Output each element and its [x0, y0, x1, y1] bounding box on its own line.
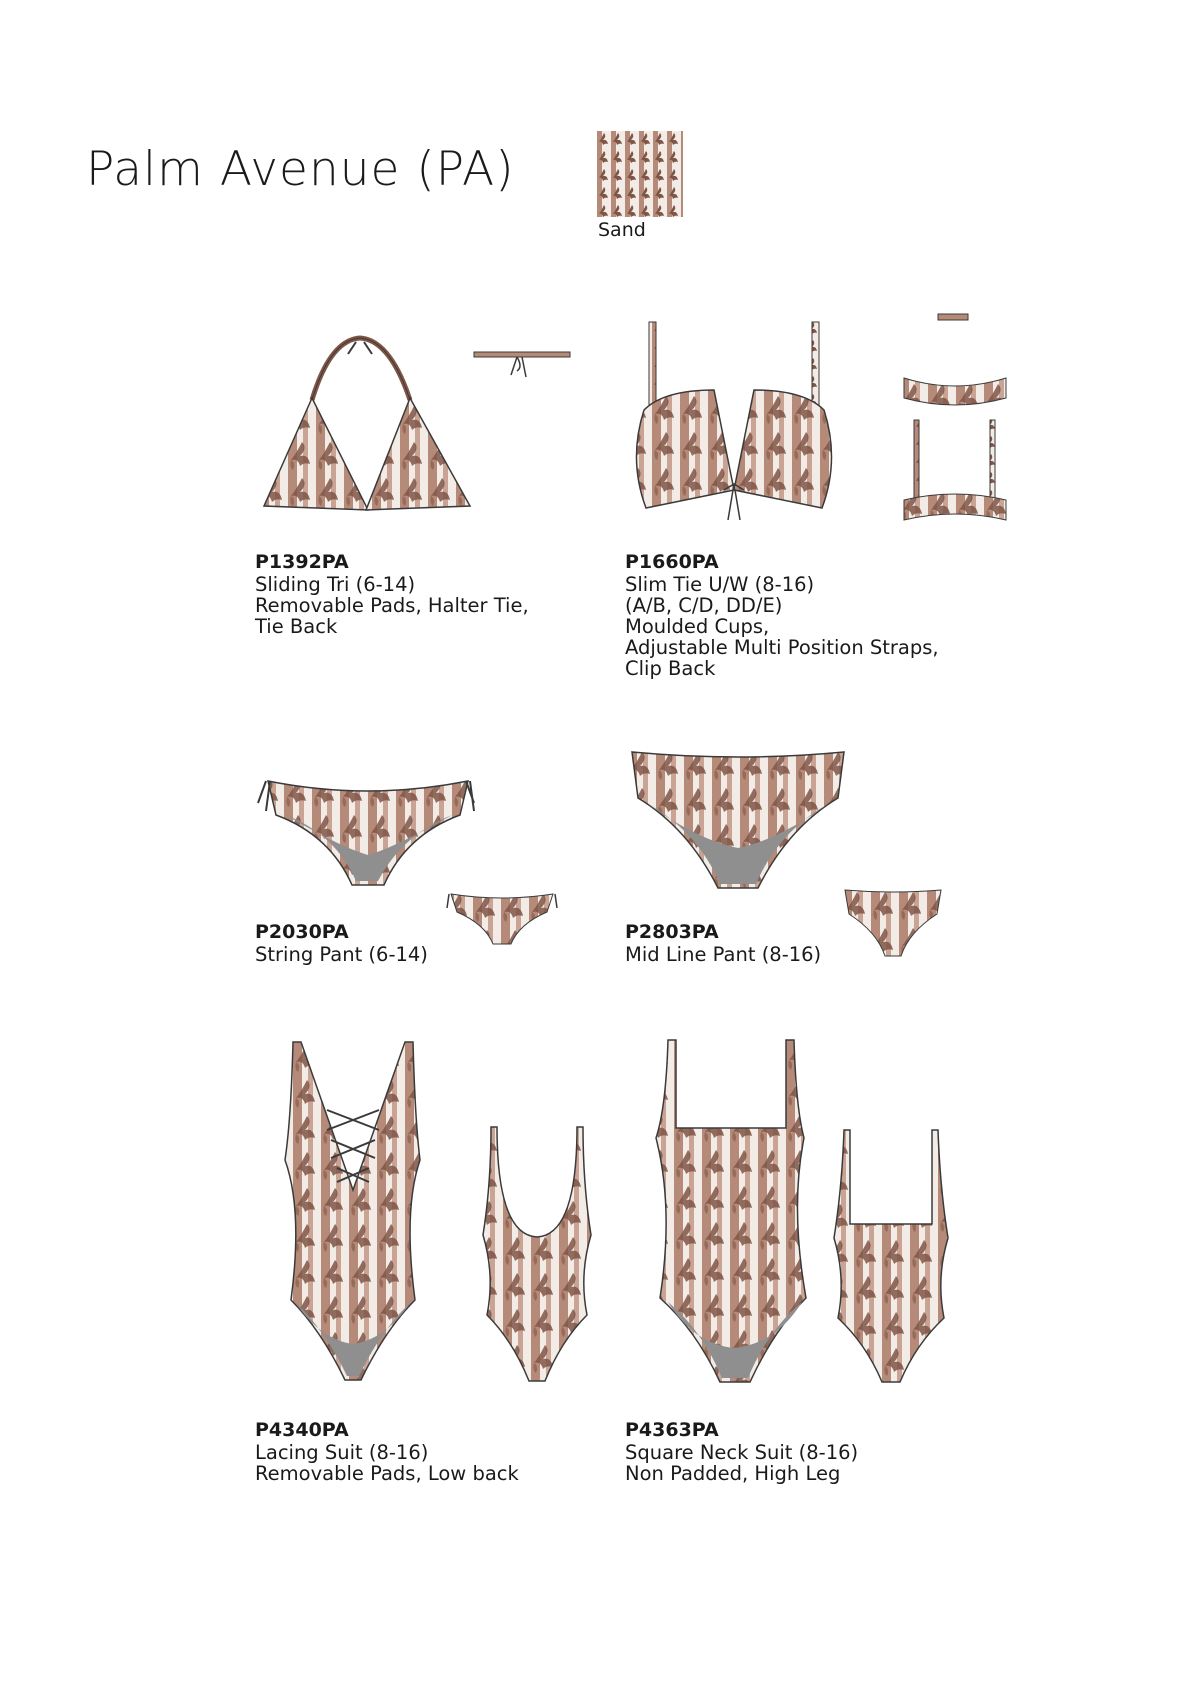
sketch-p4363pa-back	[826, 1128, 956, 1386]
product-line: Sliding Tri (6-14)	[255, 573, 416, 596]
sketch-p1392pa-back	[472, 346, 572, 386]
product-code: P2030PA	[255, 921, 349, 943]
product-p1660pa	[625, 552, 939, 679]
sketch-p1660pa-front	[624, 320, 844, 542]
product-p2803pa	[625, 922, 821, 965]
product-line: Non Padded, High Leg	[625, 1462, 841, 1485]
page-title: Palm Avenue (PA)	[86, 142, 515, 197]
product-p4340pa	[255, 1420, 519, 1484]
sketch-p4363pa-front	[646, 1038, 816, 1386]
swatch-label: Sand	[598, 219, 646, 241]
product-line: Tie Back	[255, 615, 338, 638]
product-p4363pa	[625, 1420, 858, 1484]
sketch-p2803pa-back	[843, 888, 943, 960]
product-line: Lacing Suit (8-16)	[255, 1441, 429, 1464]
product-code: P4340PA	[255, 1419, 349, 1441]
product-line: Adjustable Multi Position Straps,	[625, 636, 939, 659]
product-code: P1660PA	[625, 551, 719, 573]
sketch-p1392pa-front	[260, 330, 480, 520]
product-line: Square Neck Suit (8-16)	[625, 1441, 859, 1464]
sketch-p1660pa-back	[900, 308, 1010, 528]
product-line: (A/B, C/D, DD/E)	[625, 594, 783, 617]
product-code: P4363PA	[625, 1419, 719, 1441]
product-line: Removable Pads, Halter Tie,	[255, 594, 529, 617]
product-line: Slim Tie U/W (8-16)	[625, 573, 815, 596]
sketch-p2803pa-front	[628, 748, 848, 898]
product-p1392pa	[255, 552, 529, 637]
product-p2030pa	[255, 922, 428, 965]
product-code: P2803PA	[625, 921, 719, 943]
product-code: P1392PA	[255, 551, 349, 573]
fabric-swatch	[597, 131, 683, 217]
product-line: Mid Line Pant (8-16)	[625, 943, 822, 966]
product-line: Removable Pads, Low back	[255, 1462, 519, 1485]
product-line: String Pant (6-14)	[255, 943, 428, 966]
product-line: Clip Back	[625, 657, 716, 680]
sketch-p2030pa-back	[445, 890, 560, 950]
sketch-p4340pa-back	[475, 1125, 600, 1385]
sketch-p2030pa-front	[256, 775, 481, 905]
sketch-p4340pa-front	[265, 1040, 440, 1385]
product-line: Moulded Cups,	[625, 615, 770, 638]
